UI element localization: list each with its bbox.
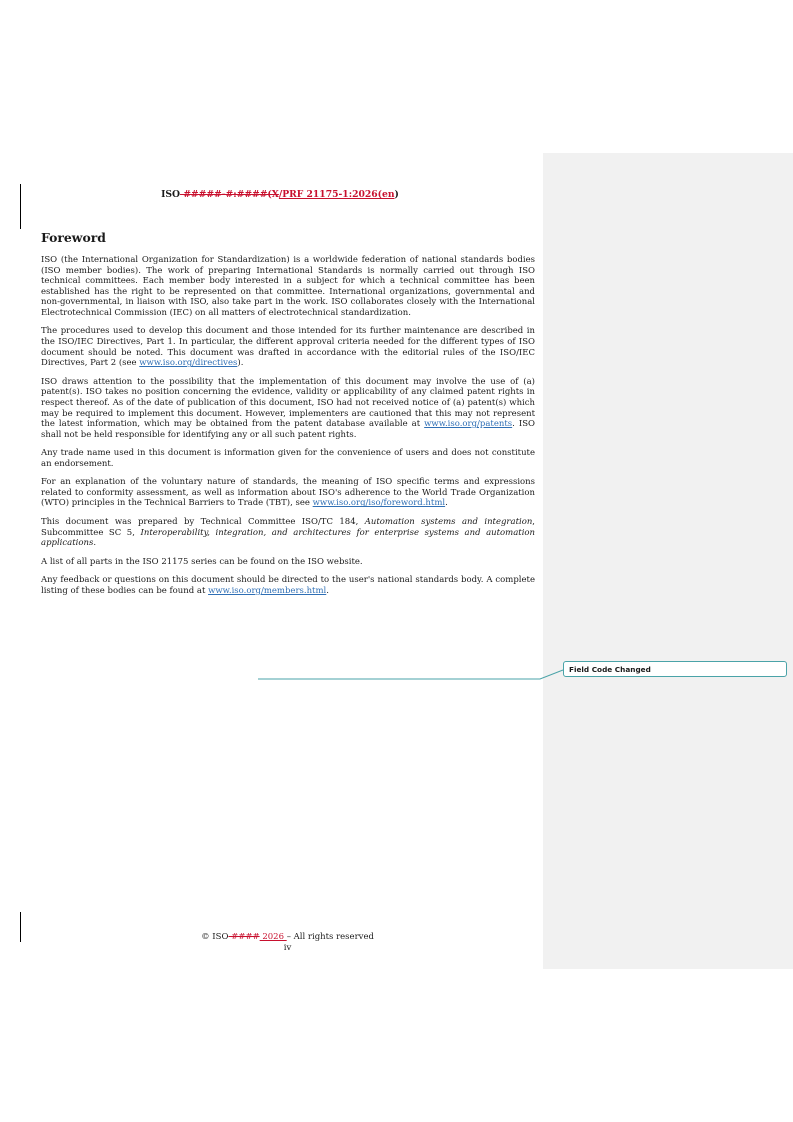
paragraph-5-end: . [445, 498, 448, 509]
footer-inserted-year: 2026 [259, 932, 287, 942]
document-header [0, 189, 560, 200]
paragraph-6 [41, 517, 535, 549]
paragraph-4: Any trade name used in this document is information given for the convenience of users and does not constitute an endorsement. [41, 448, 535, 469]
paragraph-3-text: ISO draws attention to the possibility that the implementation of this document may involve the use of (a) patent(s). ISO takes no position concerning the evidence, validity or applicability of any claimed patent rights in respect thereof. As of the date of publication of this document, ISO had not received notice of (a) patent(s) which may be required to implement this document. However, implementers are cautioned that this may not represent the latest information, which may be obtained from the patent database available at [41, 376, 535, 430]
foreword-link[interactable]: www.iso.org/iso/foreword.html [312, 498, 446, 509]
paragraph-6-text-c: , Subcommittee SC 5, [41, 516, 535, 538]
paragraph-8 [41, 575, 535, 596]
patents-link[interactable]: www.iso.org/patents [424, 419, 513, 430]
subcommittee-title: Interoperability, integration, and architectures for enterprise systems and automation applications [41, 527, 536, 549]
markup-pane [543, 153, 793, 969]
paragraph-5 [41, 477, 535, 509]
copyright-line [0, 932, 575, 943]
paragraph-3-end: . ISO shall not be held responsible for identifying any or all such patent rights. [41, 419, 535, 440]
header-inserted-text: /PRF 21175-1:2026(en [278, 189, 395, 200]
paragraph-6-text-a: This document was prepared by Technical Committee ISO/TC 184, [41, 516, 365, 527]
paragraph-8-end: . [326, 585, 329, 596]
directives-link[interactable]: www.iso.org/directives [139, 358, 238, 369]
paragraph-2-end: ). [237, 358, 244, 369]
paragraph-6-end: . [93, 538, 97, 549]
foreword-body [41, 255, 535, 604]
copyright-prefix: © ISO [201, 932, 229, 942]
paragraph-2-text: The procedures used to develop this document and those intended for its further maintenance are described in the ISO/IEC Directives, Part 1. In particular, the different approval criteria needed for the different types of ISO document should be noted. This document was drafted in accordance with the editorial rules of the ISO/IEC Directives, Part 2 (see [41, 326, 535, 369]
copyright-suffix: – All rights reserved [286, 932, 374, 942]
document-footer [0, 932, 575, 953]
comment-balloon[interactable]: Field Code Changed [563, 661, 787, 677]
header-suffix: ) [394, 189, 399, 200]
page-number: iv [283, 942, 292, 953]
paragraph-5-text: For an explanation of the voluntary nature of standards, the meaning of ISO specific terms and expressions related to conformity assessment, as well as information about ISO's adherence to the World Trade Organization (WTO) principles in the Technical Barriers to Trade (TBT), see [41, 477, 535, 509]
foreword-heading: Foreword [41, 230, 106, 245]
header-deleted-text: #####-#:####(X [180, 189, 279, 200]
paragraph-1: ISO (the International Organization for Standardization) is a worldwide federation of national standards bodies (ISO member bodies). The work of preparing International Standards is normally carried out through ISO technical committees. Each member body interested in a subject for which a technical committee has been established has the right to be represented on that committee. International organizations, governmental and non-governmental, in liaison with ISO, also take part in the work. ISO collaborates closely with the International Electrotechnical Commission (IEC) on all matters of electrotechnical standardization. [41, 255, 535, 318]
header-prefix: ISO [161, 189, 181, 200]
paragraph-8-text: Any feedback or questions on this document should be directed to the user's national standards body. A complete listing of these bodies can be found at [41, 575, 535, 596]
paragraph-3 [41, 377, 535, 441]
footer-deleted-year: #### [228, 932, 260, 942]
paragraph-7: A list of all parts in the ISO 21175 series can be found on the ISO website. [41, 556, 363, 567]
paragraph-2 [41, 326, 535, 368]
members-link[interactable]: www.iso.org/members.html [208, 585, 327, 596]
committee-title: Automation systems and integration [364, 516, 533, 527]
